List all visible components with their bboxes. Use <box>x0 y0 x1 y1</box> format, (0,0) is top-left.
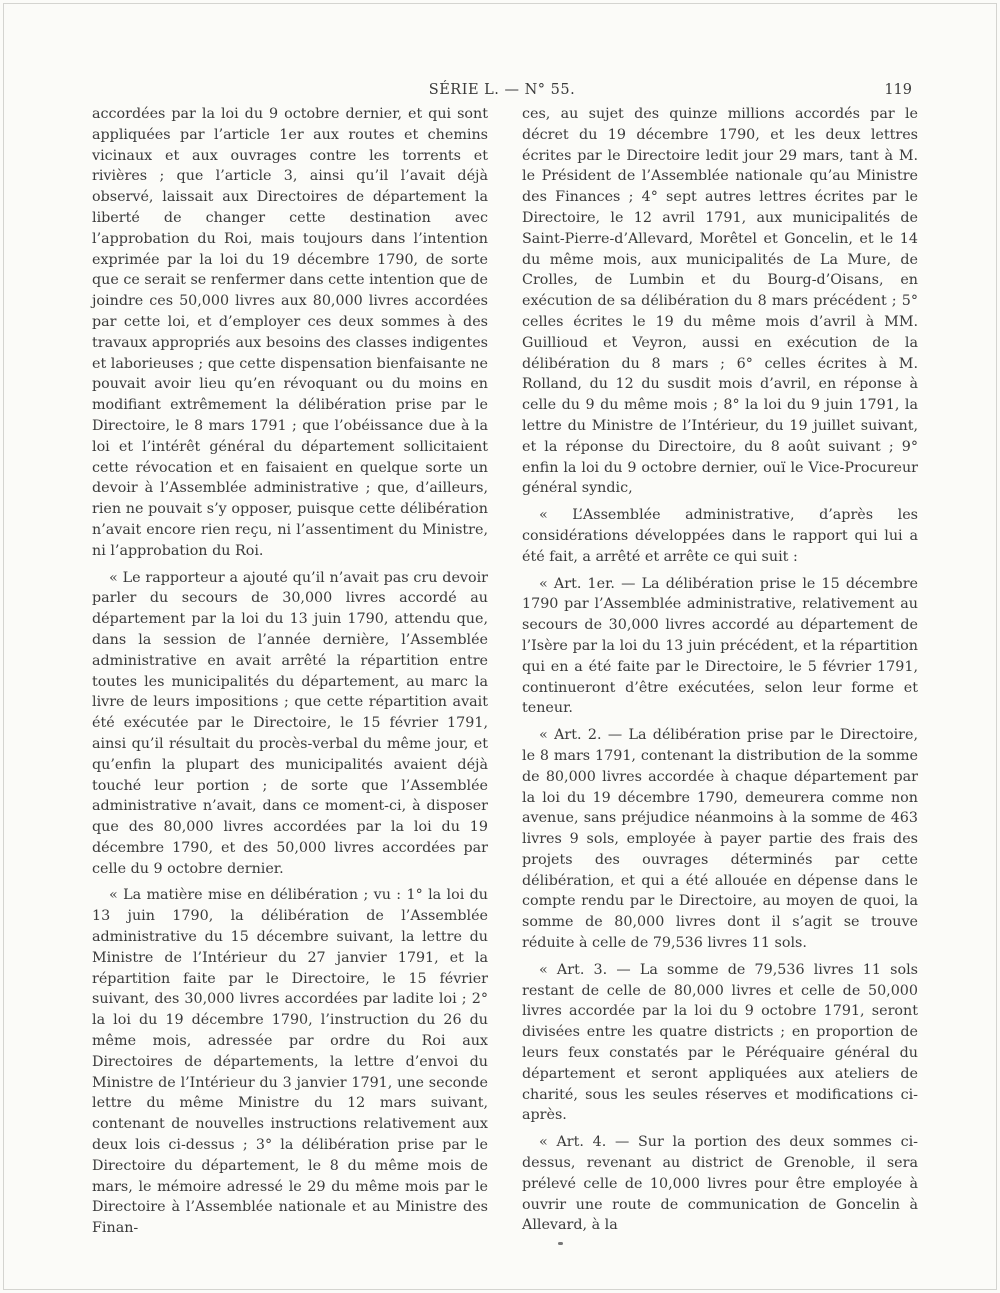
ink-mark <box>558 1242 563 1245</box>
right-column <box>522 104 918 1236</box>
page-header <box>92 82 912 104</box>
article-2: « Art. 2. — La délibération prise par le Directoire, le 8 mars 1791, contenant la distribution de la somme de 80,000 livres accordée à chaque département par la loi du 19 décembre 1790, demeurera comme non avenue, sans préjudice néanmoins à la somme de 463 livres 9 sols, employée à payer partie des frais des projets des ouvrages déterminés par cette délibération, et qui a été allouée en dépense dans le compte rendu par le Directoire, au moyen de quoi, la somme de 80,000 livres dont il s’agit se trouve réduite à celle de 79,536 livres 11 sols. <box>522 727 918 952</box>
paragraph: « Le rapporteur a ajouté qu’il n’avait pas cru devoir parler du secours de 30,000 livres accordé au département par la loi du 13 juin 1790, attendu que, dans la session de l’année dernière, l’Assemblée administrative en avait arrêté la répartition entre toutes les municipalités du département, au marc la livre de leurs impositions ; que cette répartition avait été exécutée par le Directoire, le 15 février 1791, ainsi qu’il résultait du procès-verbal du même jour, et qu’enfin la plupart des municipalités avaient déjà touché leur portion ; de sorte que l’Assemblée administrative n’avait, dans ce moment-ci, à disposer que des 80,000 livres accordées par la loi du 19 décembre 1790, et des 50,000 livres accordées par celle du 9 octobre dernier. <box>92 569 488 877</box>
page-number: 119 <box>884 82 912 98</box>
paragraph: ces, au sujet des quinze millions accordés par le décret du 19 décembre 1790, et les deux lettres écrites par le Directoire ledit jour 29 mars, tant à M. le Président de l’Assemblée nationale qu’au Ministre des Finances ; 4° sept autres lettres écrites par le Directoire, le 12 avril 1791, aux municipalités de Saint-Pierre-d’Allevard, Morêtel et Goncelin, et le 14 du même mois, aux municipalités de La Mure, de Crolles, de Lumbin et du Bourg-d’Oisans, en exécution de sa délibération du 8 mars précédent ; 5° celles écrites le 19 du même mois d’avril à MM. Guillioud et Veyron, aussi en exécution de la délibération du 8 mars ; 6° celles écrites à M. Rolland, du 12 du susdit mois d’avril, en réponse à celle du 9 du même mois ; 8° la loi du 9 juin 1791, la lettre du Ministre de l’Intérieur, du 19 juillet suivant, et la réponse du Directoire, du 8 août suivant ; 9° enfin la loi du 9 octobre dernier, ouï le Vice-Procureur général syndic, <box>522 106 918 497</box>
article-1: « Art. 1er. — La délibération prise le 15 décembre 1790 par l’Assemblée administrative, relativement au secours de 30,000 livres accordé au département de l’Isère par la loi du 13 juin précédent, et la répartition qui en a été faite par le Directoire, le 5 février 1791, continueront d’être exécutées, selon leur forme et teneur. <box>522 575 918 717</box>
paragraph: accordées par la loi du 9 octobre dernier, et qui sont appliquées par l’article 1er aux routes et chemins vicinaux et aux ouvrages contre les torrents et rivières ; que l’article 3, ainsi qu’il l’avait déjà observé, laissait aux Directoires de département la liberté de changer cette destination avec l’approbation du Roi, mais toujours dans l’intention exprimée par la loi du 19 décembre 1790, de sorte que ce serait se renfermer dans cette intention que de joindre ces 50,000 livres aux 80,000 livres accordées par cette loi, et d’employer ces deux sommes à des travaux appropriés aux besoins des classes indigentes et laborieuses ; que cette dispensation bienfaisante ne pouvait avoir lieu qu’en révoquant ou du moins en modifiant extrêmement la délibération prise par le Directoire, le 8 mars 1791 ; que l’obéissance due à la loi et l’intérêt général du département sollicitaient cette révocation et en faisaient en quelque sorte un devoir à l’Assemblée administrative ; que, d’ailleurs, rien ne pouvait s’y opposer, puisque cette délibération n’avait encore rien reçu, ni l’assentiment du Ministre, ni l’approbation du Roi. <box>92 106 488 559</box>
paragraph: « L’Assemblée administrative, d’après les considérations développées dans le rapport qui lui a été fait, a arrêté et arrête ce qui suit : <box>522 507 918 565</box>
article-3: « Art. 3. — La somme de 79,536 livres 11 sols restant de celle de 80,000 livres et celle de 50,000 livres accordée par la loi du 9 octobre 1791, seront divisées entre les quatre districts ; en proportion de leurs feux constatés par le Péréquaire général du département et seront appliquées aux ateliers de charité, sous les seules réserves et modifications ci-après. <box>522 961 918 1124</box>
running-title: SÉRIE L. — N° 55. <box>428 82 576 98</box>
paragraph: « La matière mise en délibération ; vu : 1° la loi du 13 juin 1790, la délibération de l’Assemblée administrative du 15 décembre suivant, la lettre du Ministre de l’Intérieur du 27 janvier 1791, et la répartition faite par le Directoire, le 15 février suivant, des 30,000 livres accordées par ladite loi ; 2° la loi du 19 décembre 1790, l’instruction du 26 du même mois, adressée par ordre du Roi aux Directoires de départements, la lettre d’envoi du Ministre de l’Intérieur du 3 janvier 1791, une seconde lettre du même Ministre du 12 mars suivant, contenant de nouvelles instructions relativement aux deux lois ci-dessus ; 3° la délibération prise par le Directoire du département, le 8 du même mois de mars, le mémoire adressé le 29 du même mois par le Directoire à l’Assemblée nationale et au Ministre des Finan- <box>92 887 488 1237</box>
article-4: « Art. 4. — Sur la portion des deux sommes ci-dessus, revenant au district de Grenoble, il sera prélevé celle de 10,000 livres pour être employée à ouvrir une route de communication de Goncelin à Allevard, à la <box>522 1134 918 1234</box>
left-column <box>92 104 488 1239</box>
